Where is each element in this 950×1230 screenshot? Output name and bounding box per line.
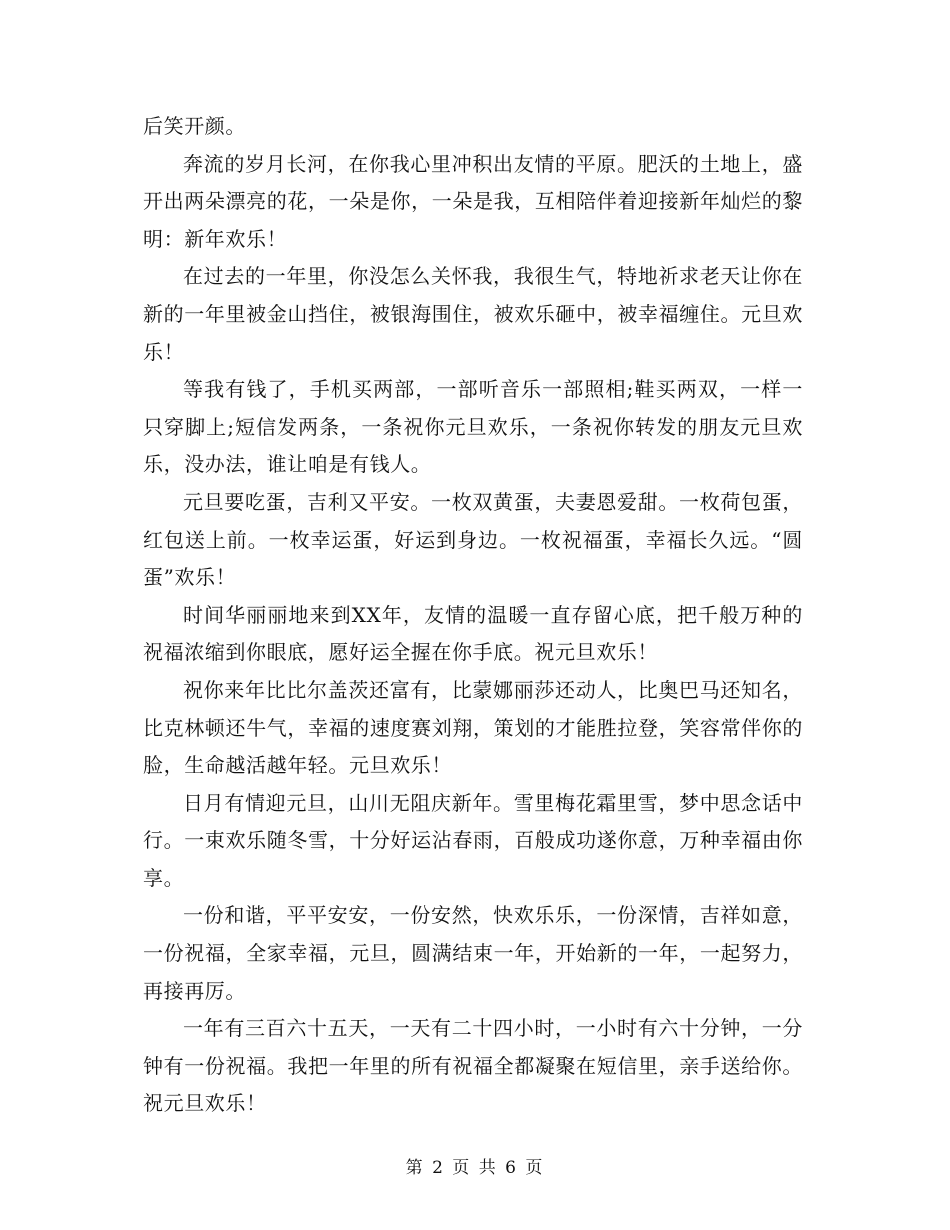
page-number-footer: 第 2 页 共 6 页 xyxy=(405,1158,545,1178)
paragraph: 奔流的岁月长河，在你我心里冲积出友情的平原。肥沃的土地上，盛开出两朵漂亮的花，一朵是你，一朵是我，互相陪伴着迎接新年灿烂的黎明：新年欢乐！ xyxy=(143,151,803,251)
paragraph: 等我有钱了，手机买两部，一部听音乐一部照相;鞋买两双，一样一只穿脚上;短信发两条，一条祝你元旦欢乐，一条祝你转发的朋友元旦欢乐，没办法，谁让咱是有钱人。 xyxy=(143,377,803,477)
paragraph: 一年有三百六十五天，一天有二十四小时，一小时有六十分钟，一分钟有一份祝福。我把一年里的所有祝福全都凝聚在短信里，亲手送给你。祝元旦欢乐！ xyxy=(143,1016,803,1116)
paragraph: 在过去的一年里，你没怎么关怀我，我很生气，特地祈求老天让你在新的一年里被金山挡住，被银海围住，被欢乐砸中，被幸福缠住。元旦欢乐！ xyxy=(143,264,803,364)
document-body xyxy=(143,108,803,1123)
paragraph: 元旦要吃蛋，吉利又平安。一枚双黄蛋，夫妻恩爱甜。一枚荷包蛋，红包送上前。一枚幸运蛋，好运到身边。一枚祝福蛋，幸福长久远。“圆蛋”欢乐！ xyxy=(143,489,803,590)
paragraph: 日月有情迎元旦，山川无阻庆新年。雪里梅花霜里雪，梦中思念话中行。一束欢乐随冬雪，十分好运沾春雨，百般成功遂你意，万种幸福由你享。 xyxy=(143,790,803,890)
paragraph: 一份和谐，平平安安，一份安然，快欢乐乐，一份深情，吉祥如意，一份祝福，全家幸福，元旦，圆满结束一年，开始新的一年，一起努力，再接再厉。 xyxy=(143,903,803,1003)
paragraph-continuation: 后笑开颜。 xyxy=(143,114,246,138)
paragraph: 祝你来年比比尔盖茨还富有，比蒙娜丽莎还动人，比奥巴马还知名，比克林顿还牛气，幸福的速度赛刘翔，策划的才能胜拉登，笑容常伴你的脸，生命越活越年轻。元旦欢乐！ xyxy=(143,677,803,778)
paragraph: 时间华丽丽地来到XX年，友情的温暖一直存留心底，把千般万种的祝福浓缩到你眼底，愿好运全握在你手底。祝元旦欢乐！ xyxy=(143,602,803,665)
